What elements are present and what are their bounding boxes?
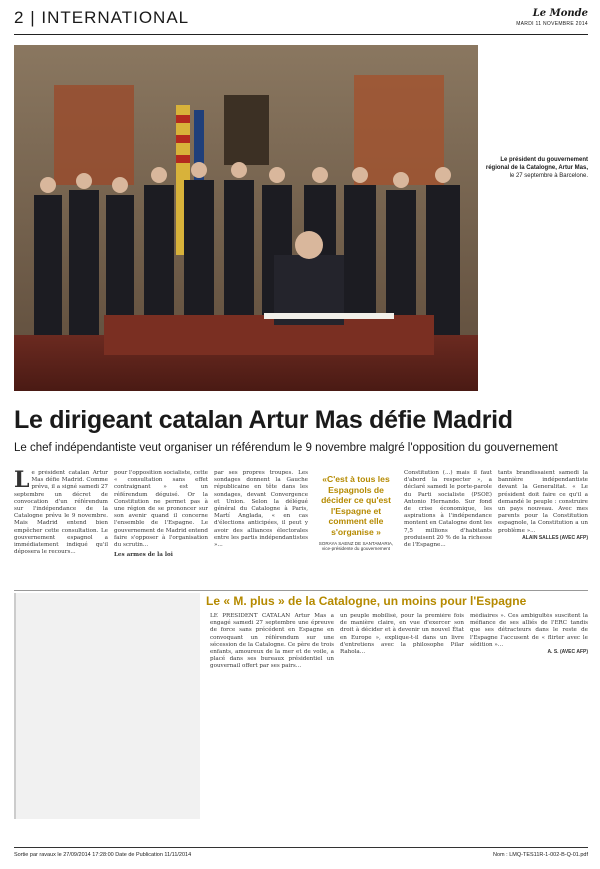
footer [14,852,588,858]
caption-rest: le 27 septembre à Barcelone. [509,173,588,180]
page-header [14,8,189,28]
col5-text: Constitution (...) mais il faut d'abord la respecter », a déclaré samedi le porte-parole du Parti socialiste (PSOE) Antonio Hernando. Sur fond de crise économique, les aspirations à l'indépendance montent en Catalogne dont les 7,5 millions d'habitants produisent 20 % de la richesse de l'Espagne... [404,470,492,549]
sub-col-3 [470,613,588,825]
footer-right: Nom : LMQ-TES11R-1-002-B-Q-01.pdf [493,852,588,858]
sub-headline: Le « M. plus » de la Catalogne, un moins pour l'Espagne [206,594,527,608]
sub-article-body [14,613,588,825]
page-number: 2 [14,8,25,27]
article-col-1 [14,470,108,585]
photo-caption [484,156,588,180]
article-signature: ALAIN SALLES (AVEC AFP) [522,534,588,541]
sub-col-2 [340,613,464,825]
col3-text: par ses propres troupes. Les sondages donnent la Gauche républicaine en tête dans les sondages, devant Convergence et Union. Selon la délégué général du Catalogne à Paris, Martí Anglada, « en cas d'élections anticipées, il peut y avoir des alliances électorales entre les partis indépendantistes »... [214,470,308,549]
photo-illustration [14,45,478,391]
quote-text: «C'est à tous les Espagnols de décider ce qu'est l'Espagne et comment elle s'organise » [321,474,391,537]
col6-text: tants brandissaient samedi la bannière indépendantiste devant la Generalitat. « Le président doit faire ce qu'il a demandé le peuple : construire un pays nouveau. Avec mes parents pour la Constitution espagnole, la Constitution a un problème »... [498,470,588,534]
article-col-2 [114,470,208,585]
issue-date: MARDI 11 NOVEMBRE 2014 [516,21,588,27]
sub-col3-text: médiaires ». Ces ambiguïtés suscitent la méfiance de ses alliés de l'ERC tandis que ses détracteurs dans le reste de l'Espagne l'accusent de « flirter avec le sédition »... [470,613,588,648]
sub-col-1 [210,613,334,825]
col1-text: e président catalan Artur Mas défie Madrid. Comme prévu, il a signé samedi 27 septembre un décret de convocation d'un référendum sur l'indépendance de la Catalogne prévu le 9 novembre. Mais Madrid entend bien empêcher cette consultation. Le gouvernement espagnol a immédiatement indiqué qu'il déposera le recours... [14,470,108,556]
footer-left: Sortie par ravaux le 27/09/2014 17:28:00 Date de Publication 11/11/2014 [14,852,192,858]
col2-subhead: Les armes de la loi [114,552,173,559]
caption-bold: Le président du gouvernement régional de la Catalogne, Artur Mas, [485,157,588,172]
section-name: INTERNATIONAL [41,8,190,27]
header-separator: | [30,8,36,27]
sub-article-signature: A. S. (AVEC AFP) [547,649,588,656]
pull-quote [314,470,398,585]
section-rule [14,590,588,591]
main-photo [14,45,478,391]
header-rule [14,34,588,35]
newspaper-logo: Le Monde [532,8,588,19]
article-body [14,470,588,585]
sub-col1-text: LE PRÉSIDENT CATALAN Artur Mas a engagé samedi 27 septembre une épreuve de force sans précédent en Espagne en convoquant un référendum sur une sécession de la Catalogne. Ce père de trois enfants, amoureux de la mer et de voile, a placé dans ses bureaux présidentiel un gouvernail offert par ses pairs... [210,613,334,670]
article-col-3 [214,470,308,585]
quote-attribution: SORAYA SAENZ DE SANTAMARIA, vice-présidente du gouvernement [318,541,394,551]
article-col-6 [498,470,588,585]
sub-col2-text: un peuple mobilisé, pour la première fois de manière claire, en vue d'exercer son droit à décider et à devenir un nouvel État en Europe », explique-t-il dans un livre d'entretiens avec la philosophe Pilar Rahola... [340,613,464,656]
footer-rule [14,847,588,848]
article-col-5 [404,470,492,585]
col2-text: pour l'opposition socialiste, cette « consultation sans effet contraignant » est un référendum déguisé. Or la Constitution ne permet pas à une région de se prononcer sur son avenir quand il concerne l'ensemble de l'Espagne. Le gouvernement de Madrid entend faire s'opposer à l'organisation du scrutin... [114,470,208,549]
sidebar-box [14,593,200,819]
headline: Le dirigeant catalan Artur Mas défie Madrid [14,406,513,434]
dropcap: L [14,470,30,493]
deck: Le chef indépendantiste veut organiser un référendum le 9 novembre malgré l'opposition du gouvernement [14,442,558,454]
